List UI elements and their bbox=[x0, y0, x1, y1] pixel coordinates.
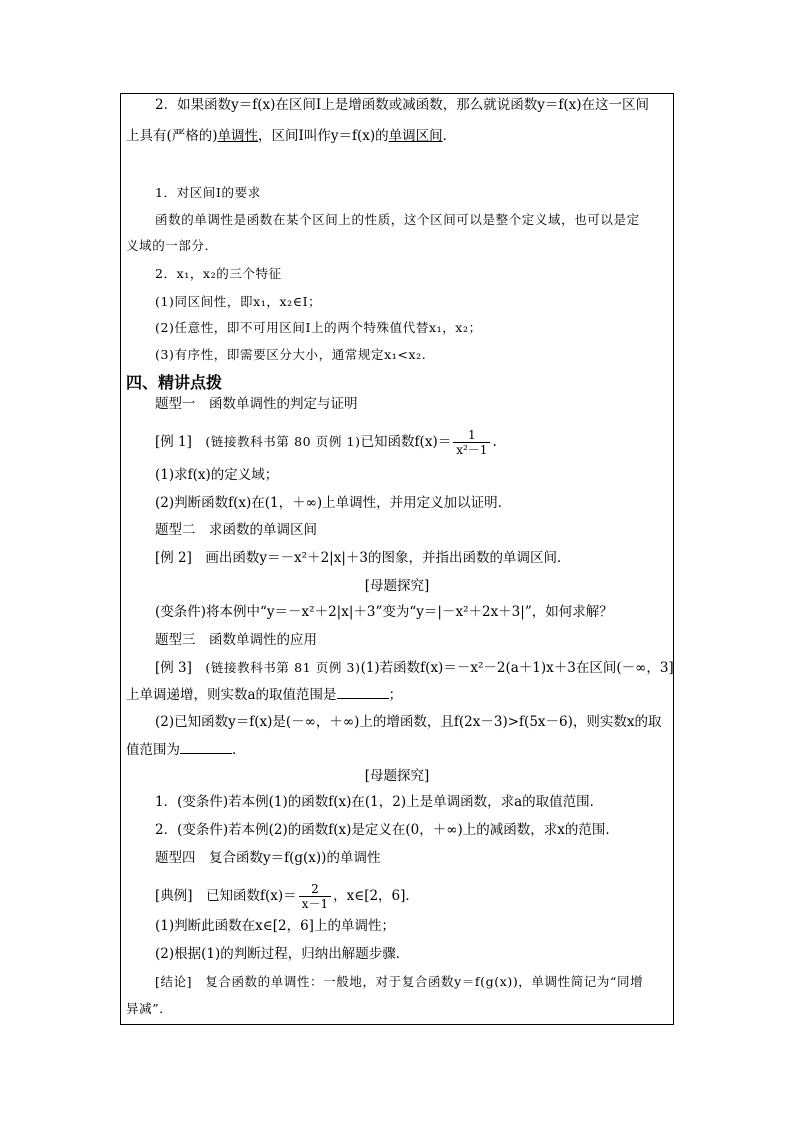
note-1-text-line1: 函数的单调性是函数在某个区间上的性质，这个区间可以是整个定义域，也可以是定 bbox=[155, 212, 640, 227]
example-1-question2: (2)判断函数f(x)在(1，＋∞)上单调性，并用定义加以证明． bbox=[155, 495, 512, 511]
explore-1-title: [母题探究] bbox=[364, 578, 430, 594]
textbook-link: (链接教科书第 81 页例 3) bbox=[205, 660, 361, 675]
typical-example-question2: (2)根据(1)的判断过程，归纳出解题步骤． bbox=[155, 946, 410, 962]
example-3-line3: (2)已知函数y＝f(x)是(－∞，＋∞)上的增函数，且f(2x－3)>f(5x－6)，则实数x的取 bbox=[155, 714, 662, 730]
topic-3-title: 题型三 函数单调性的应用 bbox=[155, 632, 317, 648]
example-2: [例 2] 画出函数y＝－x²＋2|x|＋3的图象，并指出函数的单调区间． bbox=[155, 550, 571, 566]
fraction: $\frac{2}{x-1}$ bbox=[299, 882, 331, 911]
conclusion-line1: [结论] 复合函数的单调性：一般地，对于复合函数y＝f(g(x))，单调性简记为“同增 bbox=[155, 974, 644, 989]
example-3-line1: [例 3] (链接教科书第 81 页例 3)(1)若函数f(x)＝－x²－2(a＋1)x＋3在区间(－∞，3] bbox=[155, 660, 674, 676]
paragraph-2-line2: 上具有(严格的)单调性，区间I叫作y＝f(x)的单调区间． bbox=[126, 128, 457, 144]
topic-4-title: 题型四 复合函数y＝f(g(x))的单调性 bbox=[155, 850, 381, 866]
note-2-title: 2．x₁，x₂的三个特征 bbox=[155, 266, 282, 281]
note-2-item1: (1)同区间性，即x₁，x₂∈I； bbox=[155, 294, 322, 309]
note-2-item3: (3)有序性，即需要区分大小，通常规定x₁<x₂. bbox=[155, 347, 427, 362]
example-1: [例 1] (链接教科书第 80 页例 1)已知函数f(x)＝ $\frac{1}{\text{x²－1}}$ . bbox=[155, 428, 497, 457]
answer-blank bbox=[180, 739, 232, 754]
typical-example-question1: (1)判断此函数在x∈[2，6]上的单调性； bbox=[155, 918, 395, 934]
note-1-title: 1．对区间I的要求 bbox=[155, 185, 261, 200]
example-3-line4: 值范围为 ． bbox=[126, 739, 246, 760]
variant-2-item2: 2．(变条件)若本例(2)的函数f(x)是定义在(0，＋∞)上的减函数，求x的范围． bbox=[155, 822, 619, 838]
example-1-question1: (1)求f(x)的定义域； bbox=[155, 467, 279, 483]
topic-2-title: 题型二 求函数的单调区间 bbox=[155, 522, 317, 538]
typical-example: [典例] 已知函数f(x)＝ $\frac{2}{x-1}$ ，x∈[2，6]． bbox=[155, 882, 419, 911]
fraction: $\frac{1}{\text{x²－1}}$ bbox=[453, 428, 490, 457]
conclusion-line2: 异减”． bbox=[126, 1001, 173, 1016]
textbook-link: (链接教科书第 80 页例 1) bbox=[205, 434, 361, 449]
term-monotonicity: 单调性 bbox=[217, 128, 259, 144]
example-3-line2: 上单调递增，则实数a的取值范围是 ； bbox=[126, 684, 402, 705]
variant-1: (变条件)将本例中“y＝－x²＋2|x|＋3”变为“y＝|－x²＋2x＋3|”，如何求解？ bbox=[155, 604, 613, 620]
topic-1-title: 题型一 函数单调性的判定与证明 bbox=[155, 396, 358, 412]
answer-blank bbox=[337, 684, 389, 699]
explore-2-title: [母题探究] bbox=[364, 768, 430, 784]
section-heading: 四、精讲点拨 bbox=[126, 373, 223, 392]
note-1-text-line2: 义域的一部分． bbox=[126, 238, 218, 253]
variant-2-item1: 1．(变条件)若本例(1)的函数f(x)在(1，2)上是单调函数，求a的取值范围． bbox=[155, 794, 604, 810]
note-2-item2: (2)任意性，即不可用区间I上的两个特殊值代替x₁，x₂； bbox=[155, 320, 482, 335]
term-monotonic-interval: 单调区间 bbox=[388, 128, 443, 144]
paragraph-2-line1: 2．如果函数y＝f(x)在区间I上是增函数或减函数，那么就说函数y＝f(x)在这一区间 bbox=[155, 97, 649, 113]
